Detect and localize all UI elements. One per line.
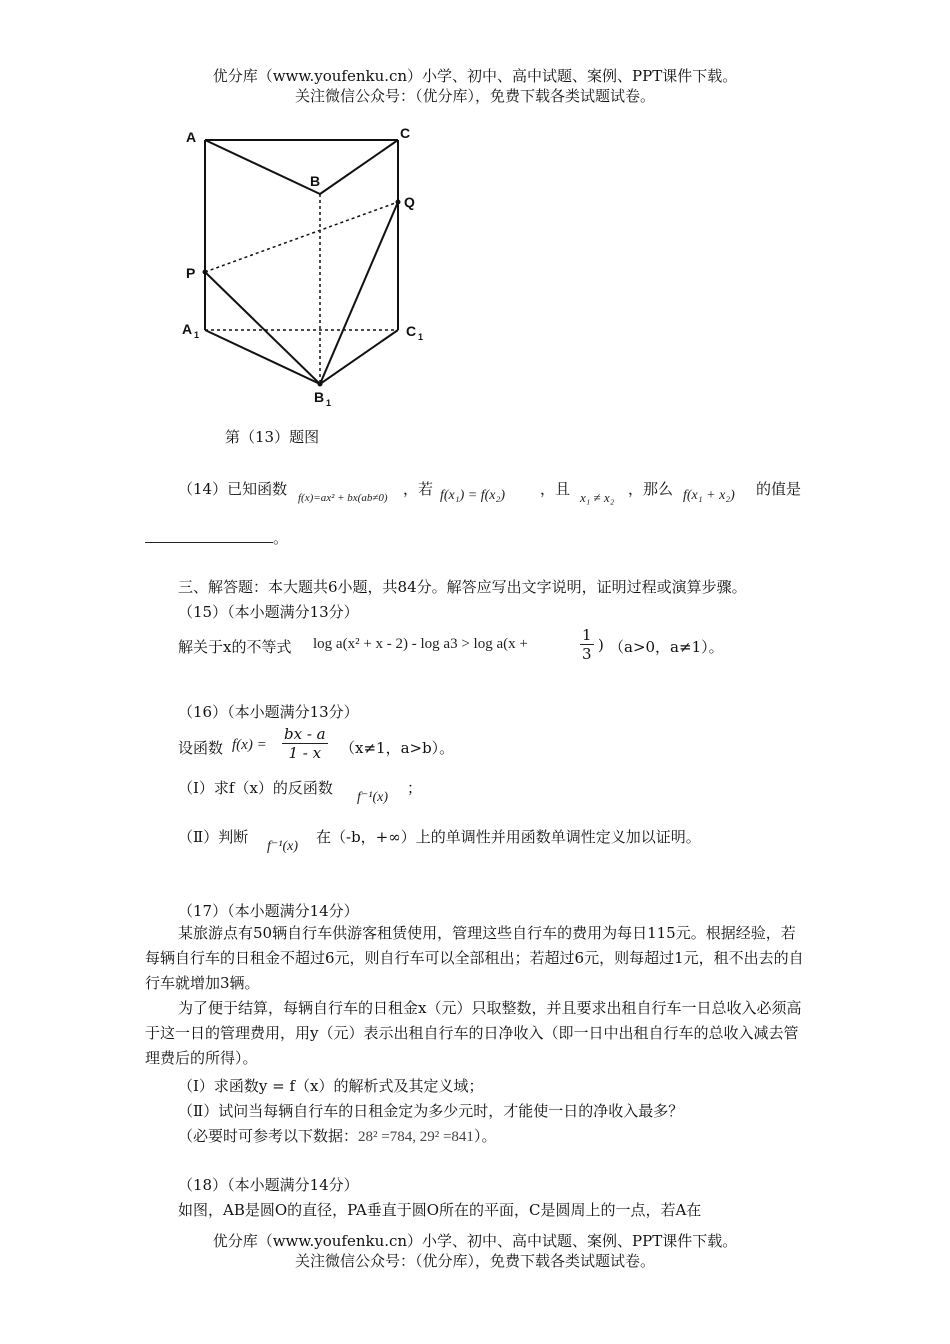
- prism-figure: [170, 118, 440, 418]
- point-Q: [396, 200, 401, 205]
- q16-part2-suffix: 在（-b，+∞）上的单调性并用函数单调性定义加以证明。: [316, 828, 701, 846]
- q16-title: （16）（本小题满分13分）: [178, 703, 359, 721]
- edge-BC: [320, 140, 398, 194]
- segment-PB1: [205, 272, 320, 384]
- label-A1: A: [182, 321, 193, 337]
- footer-line-1: 优分库（www.youfenku.cn）小学、初中、高中试题、案例、PPT课件下载。: [212, 1232, 738, 1250]
- label-C1-sub: 1: [418, 332, 424, 342]
- label-B: B: [310, 173, 321, 189]
- footer-line-2: 关注微信公众号：（优分库），免费下载各类试题试卷。: [294, 1252, 655, 1270]
- label-C1: C: [406, 323, 417, 339]
- q14-answer-line[interactable]: [145, 527, 288, 548]
- q16-fraction: [282, 725, 328, 762]
- answer-blank[interactable]: [145, 528, 273, 543]
- q16-part2-prefix: （Ⅱ）判断: [178, 828, 249, 846]
- q14-mid1: ，若: [403, 480, 434, 498]
- label-P: P: [186, 265, 196, 281]
- q16-inverse-2: f⁻¹(x): [267, 839, 299, 854]
- label-A1-sub: 1: [194, 330, 200, 340]
- q14-expression: f(x₁ + x₂): [683, 488, 735, 503]
- label-B1: B: [314, 389, 325, 405]
- edge-A1B1: [205, 330, 320, 384]
- figure-caption: 第（13）题图: [225, 428, 320, 446]
- q16-frac-den: 1 - x: [288, 744, 322, 762]
- label-Q: Q: [404, 194, 415, 210]
- q16-part1-suffix: ；: [407, 779, 423, 797]
- q15-frac-den: 3: [582, 645, 592, 663]
- q16-frac-num: bx - a: [284, 725, 326, 743]
- q18-title: （18）（本小题满分14分）: [178, 1176, 359, 1194]
- q16-def-condition: （x≠1，a>b）。: [340, 739, 455, 757]
- q18-paragraph-1: 如图，AB是圆O的直径，PA垂直于圆O所在的平面，C是圆周上的一点，若A在: [178, 1201, 702, 1219]
- label-A: A: [186, 129, 197, 145]
- q17-title: （17）（本小题满分14分）: [178, 902, 359, 920]
- q17-ref-data: 28² =784, 29² =841: [358, 1129, 474, 1145]
- section-3-heading: 三、解答题：本大题共6小题，共84分。解答应写出文字说明，证明过程或演算步骤。: [178, 578, 747, 596]
- segment-PQ-hidden: [205, 202, 398, 272]
- q14-end: 。: [273, 529, 289, 547]
- q16-def-prefix: 设函数: [178, 739, 224, 757]
- q16-inverse-1: f⁻¹(x): [357, 790, 389, 805]
- q17-ref-prefix: （必要时可参考以下数据：: [178, 1127, 359, 1145]
- q14-condition-neq: x₁ ≠ x₂: [580, 490, 615, 505]
- header-line-1: 优分库（www.youfenku.cn）小学、初中、高中试题、案例、PPT课件下载。: [212, 67, 738, 85]
- q16-part1-prefix: （I）求f（x）的反函数: [178, 779, 333, 797]
- point-P: [203, 270, 208, 275]
- label-C: C: [400, 125, 411, 141]
- header-line-2: 关注微信公众号：（优分库），免费下载各类试题试卷。: [294, 87, 655, 105]
- q16-fx: f(x) =: [232, 737, 267, 753]
- point-B1: [318, 382, 323, 387]
- q14-mid2: ，且: [540, 480, 571, 498]
- q14-function: f(x)=ax² + bx(ab≠0): [298, 492, 388, 504]
- q14-condition-equal: f(x₁) = f(x₂): [440, 488, 506, 503]
- q17-reference: [178, 1125, 496, 1146]
- q17-paragraph-2: 为了便于结算，每辆自行车的日租金x（元）只取整数，并且要求出租自行车一日总收入必须高于这一日的管理费用，用y（元）表示出租自行车的日净收入（即一日中出租自行车的总收入减去管理费后的所得）。: [145, 999, 802, 1067]
- edge-AB: [205, 140, 320, 194]
- q15-inequality: log a(x² + x - 2) - log a3 > log a(x +: [313, 636, 528, 652]
- q15-frac-num: 1: [582, 626, 592, 644]
- label-B1-sub: 1: [326, 398, 332, 408]
- q14-prefix: （14）已知函数: [178, 480, 288, 498]
- q14-suffix: 的值是: [756, 480, 802, 498]
- q14-mid3: ，那么: [628, 480, 674, 498]
- q15-title: （15）（本小题满分13分）: [178, 603, 359, 621]
- q17-part1: （I）求函数y = f（x）的解析式及其定义域；: [178, 1077, 484, 1095]
- q15-close-paren: ): [598, 636, 604, 654]
- q15-fraction: [580, 626, 594, 663]
- q15-condition: （a>0，a≠1）。: [609, 638, 724, 656]
- q17-ref-suffix: ）。: [473, 1127, 497, 1145]
- q17-part2: （Ⅱ）试问当每辆自行车的日租金定为多少元时，才能使一日的净收入最多？: [178, 1102, 684, 1120]
- q15-prefix: 解关于x的不等式: [178, 638, 292, 656]
- q17-paragraph-1: 某旅游点有50辆自行车供游客租赁使用，管理这些自行车的费用为每日115元。根据经验，若每辆自行车的日租金不超过6元，则自行车可以全部租出；若超过6元，则每超过1元，租不出去的自行车就增加3辆。: [145, 924, 804, 992]
